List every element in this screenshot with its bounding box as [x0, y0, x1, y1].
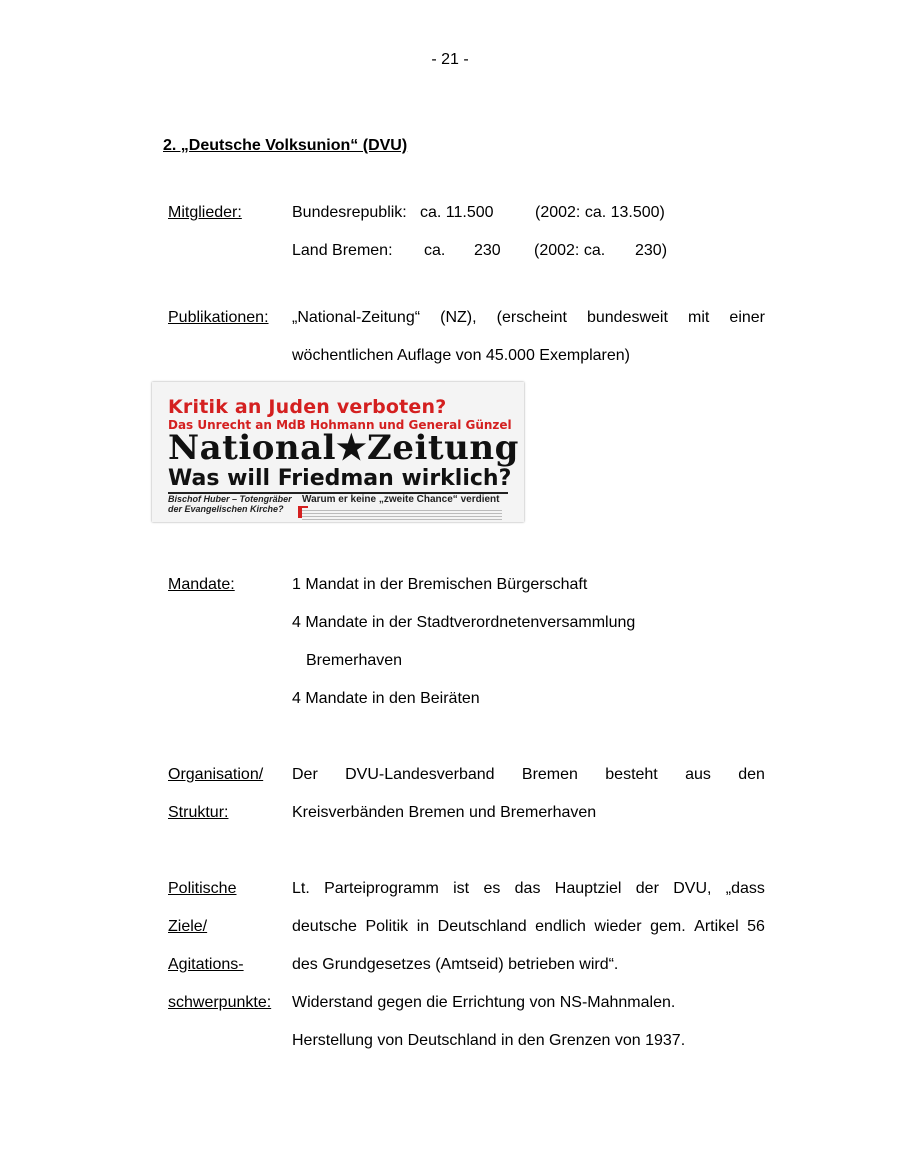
word: (erscheint [496, 309, 567, 326]
word: mit [688, 309, 710, 326]
word: gem. [650, 918, 686, 935]
publikationen-line1 [292, 308, 765, 328]
word: Hauptziel [554, 880, 622, 897]
word: deutsche [292, 918, 357, 935]
word: 56 [747, 918, 765, 935]
word: DVU-Landesverband [345, 766, 495, 783]
word: „dass [725, 880, 765, 897]
word: Politik [365, 918, 409, 935]
word: wieder [594, 918, 642, 935]
word: Lt. [292, 880, 310, 897]
publikationen-line2: wöchentlichen Auflage von 45.000 Exemplaren) [292, 347, 630, 364]
ziele-line4: Widerstand gegen die Errichtung von NS-Mahnmalen. [292, 994, 676, 1011]
ziele-line3: des Grundgesetzes (Amtseid) betrieben wird“. [292, 956, 619, 973]
ziele-line1 [292, 879, 765, 899]
mitglieder-row2-prev-num: 230) [635, 242, 668, 259]
word: Der [292, 766, 318, 783]
word: es [483, 880, 501, 897]
newspaper-headline: Kritik an Juden verboten? [168, 396, 447, 418]
ziele-label: Politische [168, 880, 237, 897]
ziele-label: Ziele/ [168, 918, 208, 935]
mitglieder-row2-prev-ca: (2002: ca. [534, 242, 606, 259]
mitglieder-row1-prev: (2002: ca. 13.500) [535, 204, 665, 221]
mitglieder-row1-region: Bundesrepublik: [292, 204, 407, 221]
word: Artikel [694, 918, 739, 935]
word: bundesweit [586, 309, 668, 326]
mitglieder-row2-num: 230 [474, 242, 501, 259]
word: ist [453, 880, 470, 897]
newspaper-subheadline-red: Das Unrecht an MdB Hohmann und General Günzel [168, 418, 512, 432]
section-title: 2. „Deutsche Volksunion“ (DVU) [163, 137, 408, 154]
ziele-label: Agitations- [168, 956, 244, 973]
mandate-line: 4 Mandate in den Beiräten [292, 690, 480, 707]
mandate-line: 1 Mandat in der Bremischen Bürgerschaft [292, 576, 588, 593]
organisation-line1 [292, 765, 765, 785]
newspaper-text-lines [302, 508, 502, 520]
newspaper-clipping-image [152, 382, 524, 522]
mandate-label: Mandate: [168, 576, 235, 593]
mitglieder-label: Mitglieder: [168, 204, 242, 221]
word: Deutschland [437, 918, 527, 935]
word: „National-Zeitung“ [292, 309, 421, 326]
word: DVU, [673, 880, 712, 897]
newspaper-main-headline: Was will Friedman wirklich? [168, 466, 512, 491]
organisation-line2: Kreisverbänden Bremen und Bremerhaven [292, 804, 597, 821]
newspaper-masthead: National★Zeitung [168, 428, 519, 468]
word: in [416, 918, 430, 935]
organisation-label: Organisation/ [168, 766, 264, 783]
mitglieder-row2-region: Land Bremen: [292, 242, 393, 259]
ziele-label: schwerpunkte: [168, 994, 272, 1011]
mitglieder-row1-count: ca. 11.500 [420, 204, 494, 221]
struktur-label: Struktur: [168, 804, 229, 821]
word: besteht [605, 766, 658, 783]
publikationen-label: Publikationen: [168, 309, 269, 326]
ziele-line5: Herstellung von Deutschland in den Grenzen von 1937. [292, 1032, 686, 1049]
mandate-line: 4 Mandate in der Stadtverordnetenversammlung [292, 614, 636, 631]
word: einer [729, 309, 765, 326]
page-number: - 21 - [431, 51, 469, 68]
word: endlich [535, 918, 586, 935]
newspaper-column2-headline: Warum er keine „zweite Chance“ verdient [302, 494, 500, 505]
word: den [738, 766, 765, 783]
newspaper-column1-headline: Bischof Huber – Totengräber der Evangelischen Kirche? [168, 494, 292, 514]
word: Bremen [521, 766, 578, 783]
mitglieder-row2-ca: ca. [424, 242, 446, 259]
word: Parteiprogramm [324, 880, 439, 897]
word: (NZ), [440, 309, 477, 326]
ziele-line2 [292, 917, 765, 937]
mandate-line: Bremerhaven [306, 652, 403, 669]
word: aus [685, 766, 711, 783]
word: der [635, 880, 659, 897]
word: das [514, 880, 541, 897]
